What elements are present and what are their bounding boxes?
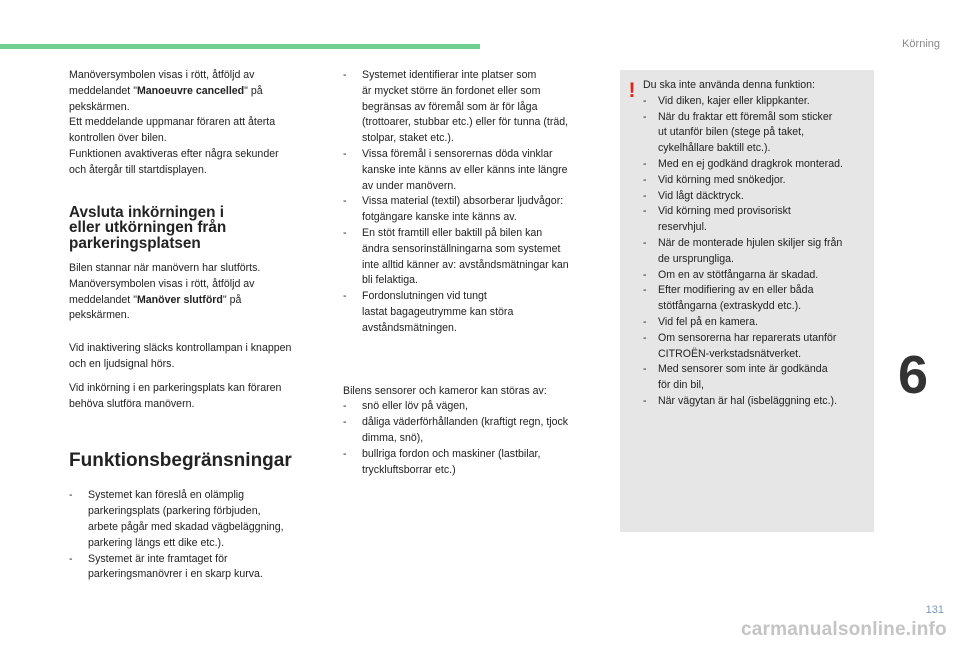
list-item: - Systemet kan föreslå en olämplig parkeringsplats (parkering förbjuden, arbete pågår med skadad vägbeläggning, parkering längs ett dike etc.). <box>69 489 284 549</box>
list-item: - När vägytan är hal (isbeläggning etc.). <box>643 394 838 407</box>
watermark: carmanualsonline.info <box>741 619 947 640</box>
list-item: - Med sensorer som inte är godkända för din bil, <box>643 363 828 392</box>
limits-heading: Funktionsbegränsningar <box>69 450 292 472</box>
chapter-number: 6 <box>898 345 929 405</box>
list-item: - Vissa material (textil) absorberar ljudvågor: fotgängare kanske inte känns av. <box>343 195 564 224</box>
list-item: - Efter modifiering av en eller båda stötfångarna (extraskydd etc.). <box>643 284 814 313</box>
warning-text <box>643 78 871 410</box>
list-item: - Vid körning med snökedjor. <box>643 173 786 186</box>
column-middle <box>343 68 605 478</box>
list-item: - När du fraktar ett föremål som sticker ut utanför bilen (stege på taket, cykelhållare baktill etc.). <box>643 110 833 155</box>
exit-paragraph: Bilen stannar när manövern har slutförts. Manöversymbolen visas i rött, åtföljd av meddelandet "Manöver slutförd" på pekskärmen. <box>69 262 261 322</box>
section-title: Körning <box>902 38 940 50</box>
list-item: - Vid lågt däcktryck. <box>643 189 744 202</box>
exclamation-icon: ! <box>628 79 636 102</box>
page-number: 131 <box>925 604 944 616</box>
list-item: - snö eller löv på vägen, <box>343 400 469 413</box>
list-item: - Vid körning med provisoriskt reservhjul. <box>643 205 791 234</box>
section-heading: Avsluta inkörningen i eller utkörningen från parkeringsplatsen <box>69 203 227 252</box>
list-item: - Om en av stötfångarna är skadad. <box>643 268 819 281</box>
header-bar <box>0 44 480 49</box>
list-item: - Med en ej godkänd dragkrok monterad. <box>643 157 843 170</box>
message-text: Manoeuvre cancelled <box>136 84 245 97</box>
deactivation-paragraph: Vid inaktivering släcks kontrollampan i knappen och en ljudsignal hörs. <box>69 342 292 371</box>
list-item: - Vid fel på en kamera. <box>643 315 758 328</box>
message-text: Manöver slutförd <box>136 293 223 306</box>
sensors-intro: Bilens sensorer och kameror kan störas av: <box>343 384 547 397</box>
list-item: - Om sensorerna har reparerats utanför CITROËN-verkstadsnätverket. <box>643 331 837 360</box>
list-item: - En stöt framtill eller baktill på bilen kan ändra sensorinställningarna som systemet inte alltid känner av: avståndsmätningar kan bli felaktiga. <box>343 226 569 287</box>
list-item: - Systemet är inte framtaget för parkeringsmanövrer i en skarp kurva. <box>69 552 263 581</box>
list-item: - Systemet identifierar inte platser som är mycket större än fordonet eller som begränsas av föremål som är för låga (trottoarer, stubbar etc.) eller för tunna (träd, stolpar, staket etc.). <box>343 69 569 145</box>
list-item: - bullriga fordon och maskiner (lastbilar, tryckluftsborrar etc.) <box>343 447 541 476</box>
list-item: - Fordonslutningen vid tungt lastat bagageutrymme kan störa avståndsmätningen. <box>343 290 514 334</box>
list-item: - När de monterade hjulen skiljer sig från de ursprungliga. <box>643 236 843 265</box>
limits-list <box>69 488 327 583</box>
list-item: - dåliga väderförhållanden (kraftigt regn, tjock dimma, snö), <box>343 416 569 444</box>
parking-in-paragraph: Vid inkörning i en parkeringsplats kan föraren behöva slutföra manövern. <box>69 381 282 410</box>
warning-list <box>643 94 871 410</box>
sensors-list <box>343 399 605 478</box>
intro-paragraph: Manöversymbolen visas i rött, åtföljd av meddelandet "Manoeuvre cancelled" på pekskärmen. Ett meddelande uppmanar föraren att återta kontrollen över bilen. Funktionen avaktiveras efter några sekunder och återgår till startdisplayen. <box>69 69 279 176</box>
column-left <box>69 68 327 583</box>
list-item: - Vissa föremål i sensorernas döda vinklar kanske inte känns av eller känns inte längre av under manövern. <box>343 147 568 192</box>
limits-list-continued <box>343 68 605 337</box>
list-item: - Vid diken, kajer eller klippkanter. <box>643 94 810 107</box>
warning-intro: Du ska inte använda denna funktion: <box>643 79 815 91</box>
